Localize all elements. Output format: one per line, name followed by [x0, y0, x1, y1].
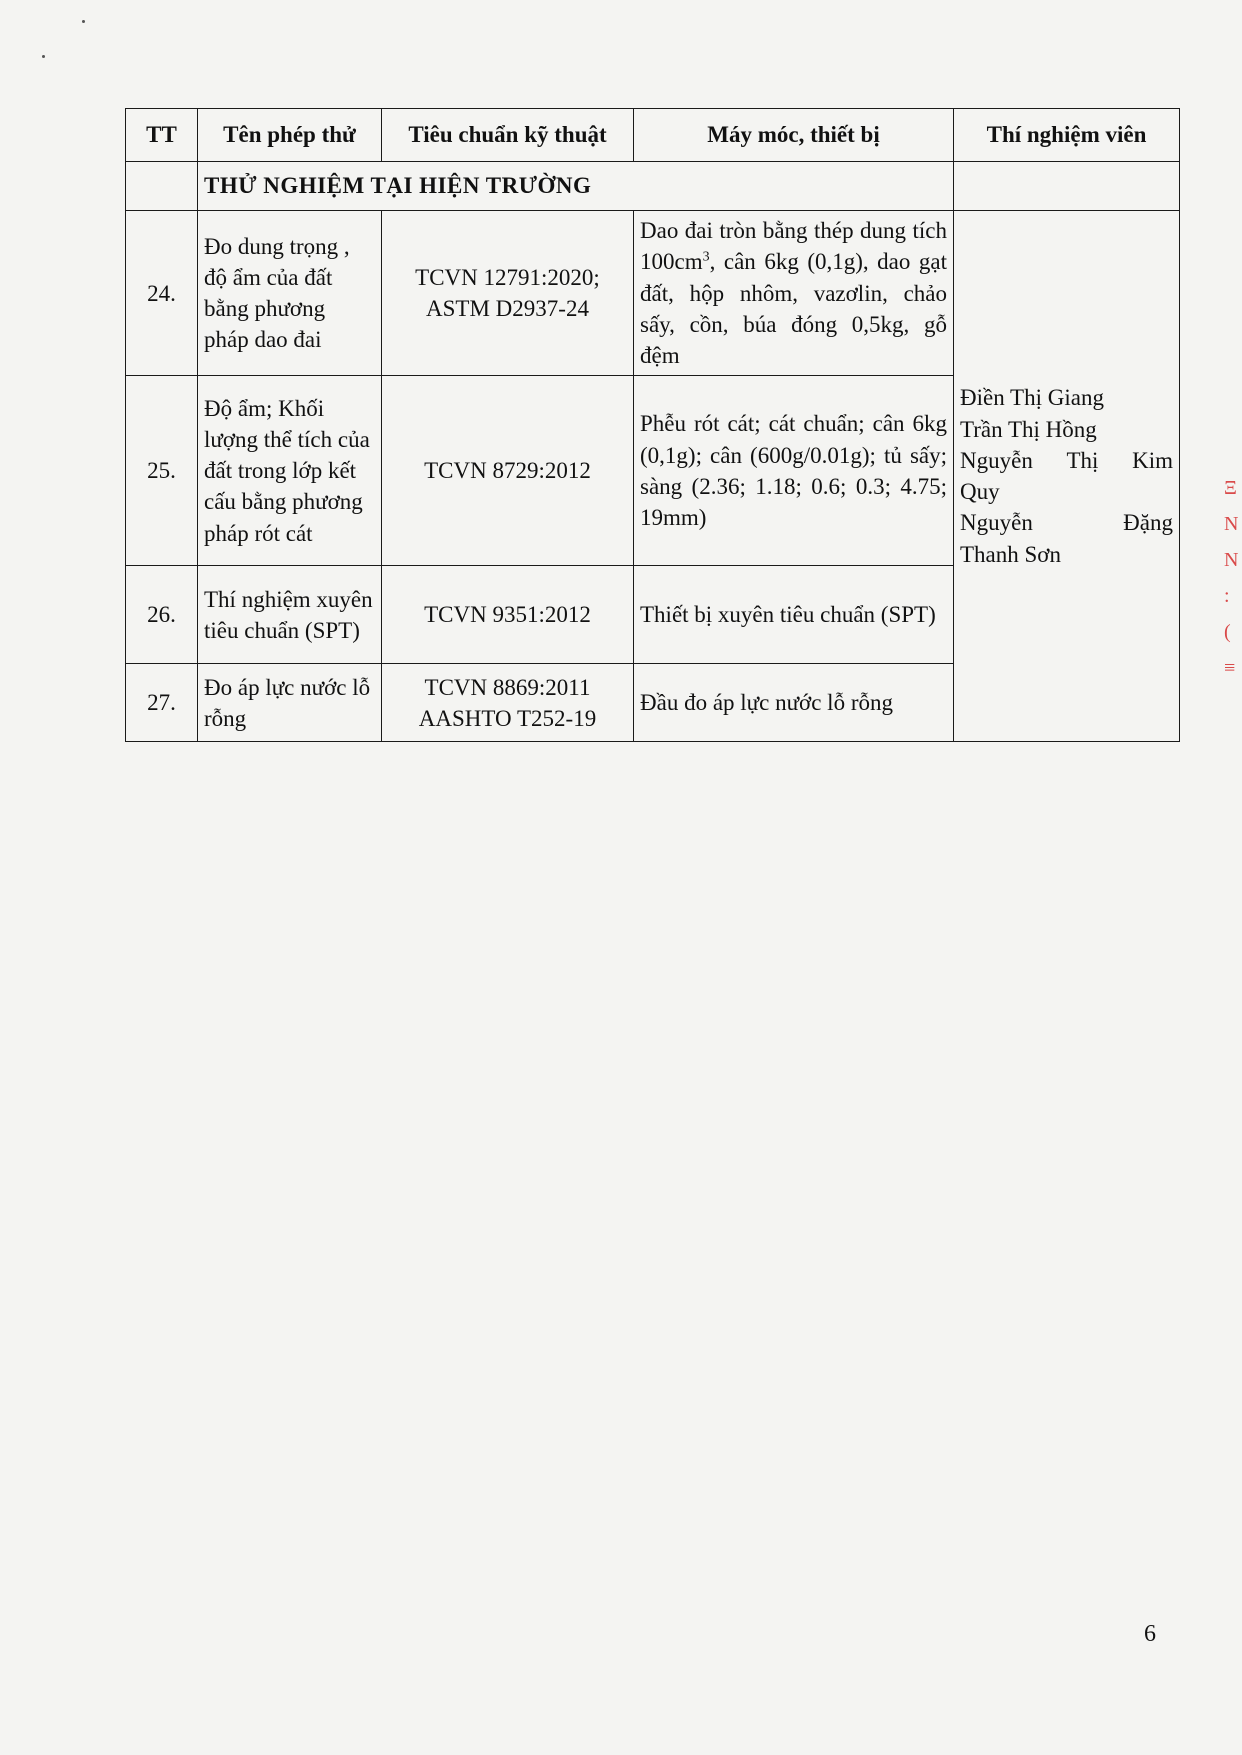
header-technician: Thí nghiệm viên [954, 109, 1180, 162]
technician-name [960, 507, 1173, 538]
equipment-text: Dao đai tròn bằng thép dung tích 100cm [640, 218, 947, 275]
scan-speck [42, 55, 45, 58]
standard-code: ASTM D2937-24 [426, 296, 589, 322]
test-name: Đo áp lực nước lỗ rỗng [198, 664, 382, 742]
equipment-text: , cân 6kg (0,1g), dao gạt đất, hộp nhôm, vazơlin, chảo sấy, cồn, búa đóng 0,5kg, gỗ đệm [640, 249, 947, 369]
standard-code: TCVN 9351:2012 [424, 602, 591, 628]
section-title: THỬ NGHIỆM TẠI HIỆN TRƯỜNG [198, 162, 954, 211]
header-standard: Tiêu chuẩn kỹ thuật [382, 109, 634, 162]
equipment: Thiết bị xuyên tiêu chuẩn (SPT) [634, 566, 954, 664]
red-stamp-fragment: Ξ N N : ( ≡ [1224, 477, 1239, 679]
technician-name: Điền Thị Giang [960, 385, 1104, 411]
header-test-name: Tên phép thử [198, 109, 382, 162]
header-tt: TT [126, 109, 198, 162]
scan-speck [82, 20, 85, 23]
row-number: 26. [126, 566, 198, 664]
technician-name-part: Kim [1132, 447, 1173, 473]
section-empty-cell [954, 162, 1180, 211]
technician-name-part: Nguyễn [960, 510, 1033, 536]
standard-code: TCVN 12791:2020; [415, 264, 600, 290]
standard-cell [382, 211, 634, 376]
header-equipment: Máy móc, thiết bị [634, 109, 954, 162]
standard-cell [382, 376, 634, 566]
section-row [126, 162, 1180, 211]
standard-cell [382, 566, 634, 664]
standard-cell [382, 664, 634, 742]
technician-name-part: Nguyễn [960, 447, 1033, 473]
technician-name-part: Đặng [1123, 510, 1173, 536]
technician-cell [954, 211, 1180, 742]
test-methods-table [125, 108, 1180, 742]
table-row [126, 211, 1180, 376]
technician-name-part: Thanh Sơn [960, 541, 1061, 567]
standard-code: TCVN 8729:2012 [424, 458, 591, 484]
technician-name [960, 445, 1173, 476]
equipment-superscript: 3 [702, 249, 710, 265]
equipment [634, 211, 954, 376]
standard-code: AASHTO T252-19 [418, 705, 597, 731]
table-header-row [126, 109, 1180, 162]
technician-name-part: Thị [1066, 447, 1099, 473]
section-empty-cell [126, 162, 198, 211]
row-number: 24. [126, 211, 198, 376]
technician-name: Trần Thị Hồng [960, 416, 1097, 442]
test-name: Đo dung trọng , độ ẩm của đất bằng phương pháp dao đai [198, 211, 382, 376]
equipment: Đầu đo áp lực nước lỗ rỗng [634, 664, 954, 742]
technician-name-part: Quy [960, 479, 1000, 505]
standard-code: TCVN 8869:2011 [424, 674, 591, 700]
row-number: 25. [126, 376, 198, 566]
test-name: Thí nghiệm xuyên tiêu chuẩn (SPT) [198, 566, 382, 664]
equipment: Phễu rót cát; cát chuẩn; cân 6kg (0,1g); cân (600g/0.01g); tủ sấy; sàng (2.36; 1.18; 0.6; 0.3; 4.75; 19mm) [634, 376, 954, 566]
page-number: 6 [1144, 1621, 1156, 1647]
row-number: 27. [126, 664, 198, 742]
test-name: Độ ẩm; Khối lượng thể tích của đất trong lớp kết cấu bằng phương pháp rót cát [198, 376, 382, 566]
